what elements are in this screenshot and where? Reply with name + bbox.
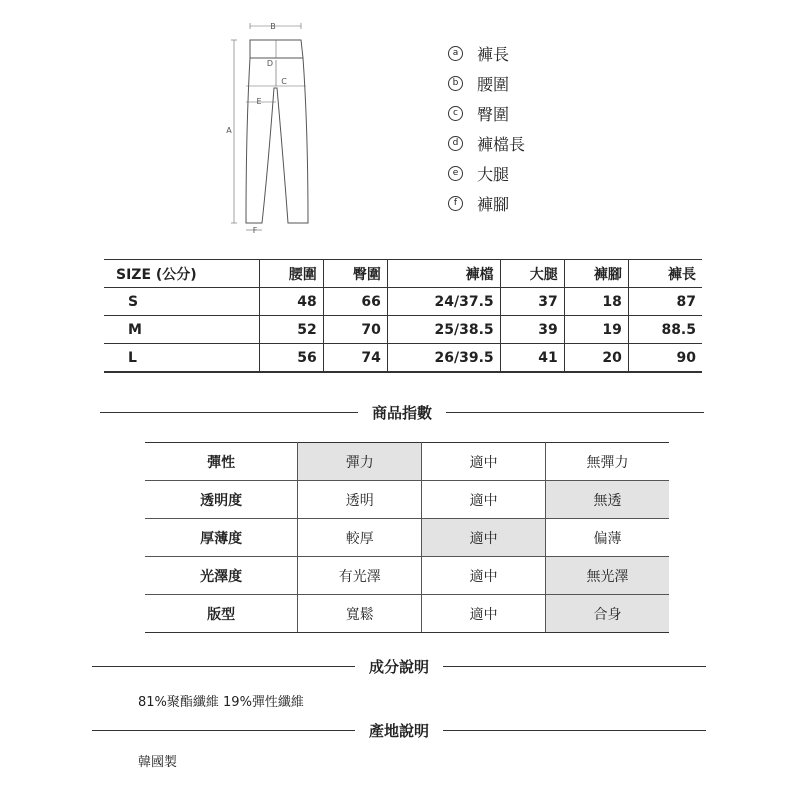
legend-item (448, 68, 525, 98)
legend-label: 褲檔長 (477, 134, 526, 154)
product-index-heading (100, 402, 704, 422)
table-row (104, 316, 702, 344)
size-cell: 24/37.5 (387, 288, 500, 316)
legend-item (448, 98, 525, 128)
measurement-legend (448, 38, 525, 218)
composition-text: 81%聚酯纖維 19%彈性纖維 (138, 695, 304, 710)
index-option: 合身 (546, 595, 669, 633)
divider (446, 412, 704, 413)
legend-item (448, 188, 525, 218)
size-cell: 56 (259, 344, 323, 373)
section-title: 成分說明 (369, 657, 430, 676)
index-option: 無透 (546, 481, 669, 519)
legend-label: 腰圍 (477, 74, 510, 94)
legend-marker: f (448, 196, 463, 211)
composition-heading (92, 656, 706, 676)
legend-label: 大腿 (477, 164, 510, 184)
legend-label: 褲腳 (477, 194, 510, 214)
size-header-cell: 大腿 (500, 260, 564, 288)
size-cell: 66 (323, 288, 387, 316)
index-option: 適中 (422, 557, 546, 595)
dim-label-c: C (281, 77, 287, 86)
index-option: 透明 (298, 481, 422, 519)
legend-marker: c (448, 106, 463, 121)
index-option: 適中 (422, 481, 546, 519)
size-table-header-row (104, 260, 702, 288)
table-row (104, 288, 702, 316)
legend-marker: d (448, 136, 463, 151)
size-cell: 88.5 (628, 316, 702, 344)
size-cell: 87 (628, 288, 702, 316)
size-header-cell: SIZE (公分) (116, 266, 197, 283)
divider (443, 666, 706, 667)
size-cell: 25/38.5 (387, 316, 500, 344)
index-row-label: 厚薄度 (145, 519, 298, 557)
size-cell: 90 (628, 344, 702, 373)
index-option: 有光澤 (298, 557, 422, 595)
size-cell: 41 (500, 344, 564, 373)
size-cell: 26/39.5 (387, 344, 500, 373)
size-table (104, 259, 702, 373)
size-cell: 70 (323, 316, 387, 344)
table-row (145, 595, 669, 633)
size-cell: S (128, 293, 139, 310)
size-cell: L (128, 349, 137, 366)
legend-marker: e (448, 166, 463, 181)
legend-item (448, 38, 525, 68)
dim-label-b: B (270, 22, 276, 31)
index-option: 寬鬆 (298, 595, 422, 633)
product-index-table (145, 442, 669, 633)
divider (100, 412, 358, 413)
size-cell: 18 (564, 288, 628, 316)
origin-text: 韓國製 (138, 755, 178, 770)
table-row (145, 481, 669, 519)
legend-marker: b (448, 76, 463, 91)
size-cell: M (128, 321, 142, 338)
index-option: 較厚 (298, 519, 422, 557)
index-row-label: 版型 (145, 595, 298, 633)
index-row-label: 彈性 (145, 443, 298, 481)
size-cell: 39 (500, 316, 564, 344)
divider (92, 666, 355, 667)
size-cell: 37 (500, 288, 564, 316)
table-row (145, 519, 669, 557)
table-row (104, 344, 702, 373)
legend-label: 臀圍 (477, 104, 510, 124)
divider (92, 730, 355, 731)
index-option: 適中 (422, 595, 546, 633)
table-row (145, 443, 669, 481)
divider (443, 730, 706, 731)
index-option: 彈力 (298, 443, 422, 481)
dim-label-a: A (226, 126, 232, 135)
size-header-cell: 臀圍 (323, 260, 387, 288)
size-cell: 48 (259, 288, 323, 316)
index-option: 適中 (422, 519, 546, 557)
origin-heading (92, 720, 706, 740)
index-option: 偏薄 (546, 519, 669, 557)
index-row-label: 光澤度 (145, 557, 298, 595)
dim-label-d: D (266, 59, 274, 68)
index-option: 無彈力 (546, 443, 669, 481)
legend-item (448, 158, 525, 188)
legend-item (448, 128, 525, 158)
index-option: 無光澤 (546, 557, 669, 595)
size-header-cell: 褲長 (628, 260, 702, 288)
table-row (145, 557, 669, 595)
size-cell: 19 (564, 316, 628, 344)
leggings-measurement-diagram (222, 18, 322, 238)
size-cell: 52 (259, 316, 323, 344)
size-header-cell: 褲檔 (387, 260, 500, 288)
size-cell: 74 (323, 344, 387, 373)
section-title: 產地說明 (369, 721, 430, 740)
size-header-cell: 褲腳 (564, 260, 628, 288)
legend-label: 褲長 (477, 44, 510, 64)
section-title: 商品指數 (372, 403, 433, 422)
size-cell: 20 (564, 344, 628, 373)
dim-label-f: F (252, 226, 258, 235)
index-row-label: 透明度 (145, 481, 298, 519)
legend-marker: a (448, 46, 463, 61)
size-header-cell: 腰圍 (259, 260, 323, 288)
dim-label-e: E (256, 97, 262, 106)
index-option: 適中 (422, 443, 546, 481)
